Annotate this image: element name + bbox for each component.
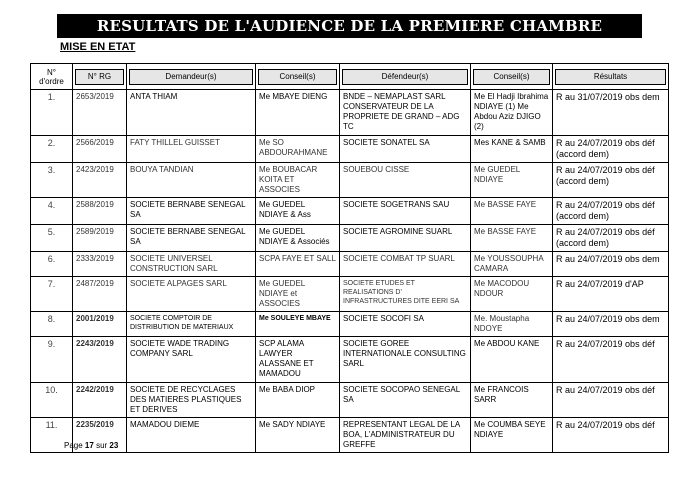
row-conseil1: Me MBAYE DIENG (256, 90, 340, 136)
row-demandeur: SOCIETE WADE TRADING COMPANY SARL (127, 337, 256, 383)
header-rg-label: N° RG (75, 69, 124, 85)
row-rg: 2423/2019 (73, 163, 127, 198)
row-num: 11. (31, 418, 73, 453)
row-defendeur: SOCIETE SONATEL SA (340, 136, 471, 163)
table-row (31, 383, 669, 418)
row-rg: 2235/2019 (73, 418, 127, 453)
row-num: 9. (31, 337, 73, 383)
footer-total-pages: 23 (109, 441, 119, 450)
row-conseil1: Me GUEDEL NDIAYE et ASSOCIES (256, 277, 340, 312)
header-conseil1 (256, 64, 340, 90)
row-conseil1: SCPA FAYE ET SALL (256, 252, 340, 277)
row-demandeur: ANTA THIAM (127, 90, 256, 136)
footer-current-page: 17 (84, 441, 94, 450)
header-rg (73, 64, 127, 90)
header-demandeur (127, 64, 256, 90)
row-conseil2: Me El Hadji Ibrahima NDIAYE (1) Me Abdou Aziz DJIGO (2) (471, 90, 553, 136)
row-defendeur: SOCIETE SOCOPAO SENEGAL SA (340, 383, 471, 418)
header-demandeur-label: Demandeur(s) (129, 69, 253, 85)
row-resultat: R au 24/07/2019 obs dem (553, 312, 669, 337)
row-demandeur: SOCIETE UNIVERSEL CONSTRUCTION SARL (127, 252, 256, 277)
row-num: 7. (31, 277, 73, 312)
row-conseil2: Me COUMBA SEYE NDIAYE (471, 418, 553, 453)
row-conseil2: Me BASSE FAYE (471, 198, 553, 225)
row-conseil2: Me. Moustapha NDOYE (471, 312, 553, 337)
row-conseil1: Me BOUBACAR KOITA ET ASSOCIES (256, 163, 340, 198)
page-title: RESULTATS DE L'AUDIENCE DE LA PREMIERE CHAMBRE (57, 14, 642, 38)
row-resultat: R au 24/07/2019 obs dem (553, 252, 669, 277)
table-row (31, 90, 669, 136)
row-rg: 2653/2019 (73, 90, 127, 136)
row-conseil2: Me YOUSSOUPHA CAMARA (471, 252, 553, 277)
header-defendeur-label: Défendeur(s) (342, 69, 468, 85)
row-resultat: R au 24/07/2019 obs déf (accord dem) (553, 163, 669, 198)
row-conseil2: Me GUEDEL NDIAYE (471, 163, 553, 198)
page-footer (64, 441, 118, 450)
row-defendeur: SOCIETE ETUDES ET REALISATIONS D' INFRASTRUCTURES DITE EERI SA (340, 277, 471, 312)
header-conseil1-label: Conseil(s) (258, 69, 337, 85)
row-resultat: R au 24/07/2019 obs déf (553, 383, 669, 418)
row-defendeur: SOCIETE SOGETRANS SAU (340, 198, 471, 225)
table-row (31, 277, 669, 312)
row-rg: 2588/2019 (73, 198, 127, 225)
row-defendeur: SOCIETE AGROMINE SUARL (340, 225, 471, 252)
table-row (31, 418, 669, 453)
footer-prefix: Page (64, 441, 83, 450)
row-conseil1: Me SADY NDIAYE (256, 418, 340, 453)
row-demandeur: SOCIETE BERNABE SENEGAL SA (127, 225, 256, 252)
results-table (30, 63, 669, 453)
row-num: 2. (31, 136, 73, 163)
row-resultat: R au 24/07/2019 obs déf (accord dem) (553, 198, 669, 225)
header-resultats-label: Résultats (555, 69, 666, 85)
row-num: 5. (31, 225, 73, 252)
table-row (31, 136, 669, 163)
row-demandeur: SOCIETE BERNABE SENEGAL SA (127, 198, 256, 225)
row-conseil1: Me SOULEYE MBAYE (256, 312, 340, 337)
row-conseil1: Me BABA DIOP (256, 383, 340, 418)
table-row (31, 198, 669, 225)
table-header-row (31, 64, 669, 90)
row-resultat: R au 24/07/2019 obs déf (553, 418, 669, 453)
row-conseil2: Me BASSE FAYE (471, 225, 553, 252)
row-demandeur: SOCIETE ALPAGES SARL (127, 277, 256, 312)
row-defendeur: SOCIETE SOCOFI SA (340, 312, 471, 337)
row-conseil2: Me FRANCOIS SARR (471, 383, 553, 418)
row-num: 6. (31, 252, 73, 277)
row-num: 3. (31, 163, 73, 198)
row-conseil1: Me GUEDEL NDIAYE & Associés (256, 225, 340, 252)
row-defendeur: SOUEBOU CISSE (340, 163, 471, 198)
header-conseil2-label: Conseil(s) (473, 69, 550, 85)
row-demandeur: SOCIETE DE RECYCLAGES DES MATIERES PLASTIQUES ET DERIVES (127, 383, 256, 418)
row-rg: 2001/2019 (73, 312, 127, 337)
row-resultat: R au 24/07/2019 d'AP (553, 277, 669, 312)
row-resultat: R au 31/07/2019 obs dem (553, 90, 669, 136)
table-row (31, 252, 669, 277)
row-conseil1: SCP ALAMA LAWYER ALASSANE ET MAMADOU (256, 337, 340, 383)
row-conseil1: Me SO ABDOURAHMANE (256, 136, 340, 163)
section-heading: MISE EN ETAT (60, 41, 136, 53)
table-row (31, 225, 669, 252)
row-rg: 2243/2019 (73, 337, 127, 383)
row-demandeur: MAMADOU DIEME (127, 418, 256, 453)
row-resultat: R au 24/07/2019 obs déf (553, 337, 669, 383)
footer-sep: sur (96, 441, 108, 450)
row-defendeur: SOCIETE GOREE INTERNATIONALE CONSULTING SARL (340, 337, 471, 383)
row-conseil2: Me MACODOU NDOUR (471, 277, 553, 312)
row-resultat: R au 24/07/2019 obs déf (accord dem) (553, 225, 669, 252)
row-rg: 2333/2019 (73, 252, 127, 277)
row-conseil2: Me ABDOU KANE (471, 337, 553, 383)
row-demandeur: SOCIETE COMPTOIR DE DISTRIBUTION DE MATERIAUX (127, 312, 256, 337)
row-demandeur: FATY THILLEL GUISSET (127, 136, 256, 163)
row-defendeur: SOCIETE COMBAT TP SUARL (340, 252, 471, 277)
row-conseil1: Me GUEDEL NDIAYE & Ass (256, 198, 340, 225)
header-num (31, 64, 73, 90)
header-num-line2: d'ordre (39, 76, 64, 86)
table-row (31, 312, 669, 337)
header-defendeur (340, 64, 471, 90)
table-row (31, 163, 669, 198)
row-num: 1. (31, 90, 73, 136)
row-num: 8. (31, 312, 73, 337)
row-rg: 2487/2019 (73, 277, 127, 312)
row-defendeur: BNDE – NEMAPLAST SARL CONSERVATEUR DE LA PROPRIETE DE GRAND – ADG TC (340, 90, 471, 136)
row-resultat: R au 24/07/2019 obs déf (accord dem) (553, 136, 669, 163)
row-num: 4. (31, 198, 73, 225)
header-num-line1: N° (47, 67, 56, 77)
row-num: 10. (31, 383, 73, 418)
row-demandeur: BOUYA TANDIAN (127, 163, 256, 198)
header-conseil2 (471, 64, 553, 90)
row-rg: 2566/2019 (73, 136, 127, 163)
row-rg: 2242/2019 (73, 383, 127, 418)
row-defendeur: REPRESENTANT LEGAL DE LA BOA, L'ADMINISTRATEUR DU GREFFE (340, 418, 471, 453)
table-row (31, 337, 669, 383)
header-resultats (553, 64, 669, 90)
row-conseil2: Mes KANE & SAMB (471, 136, 553, 163)
row-rg: 2589/2019 (73, 225, 127, 252)
